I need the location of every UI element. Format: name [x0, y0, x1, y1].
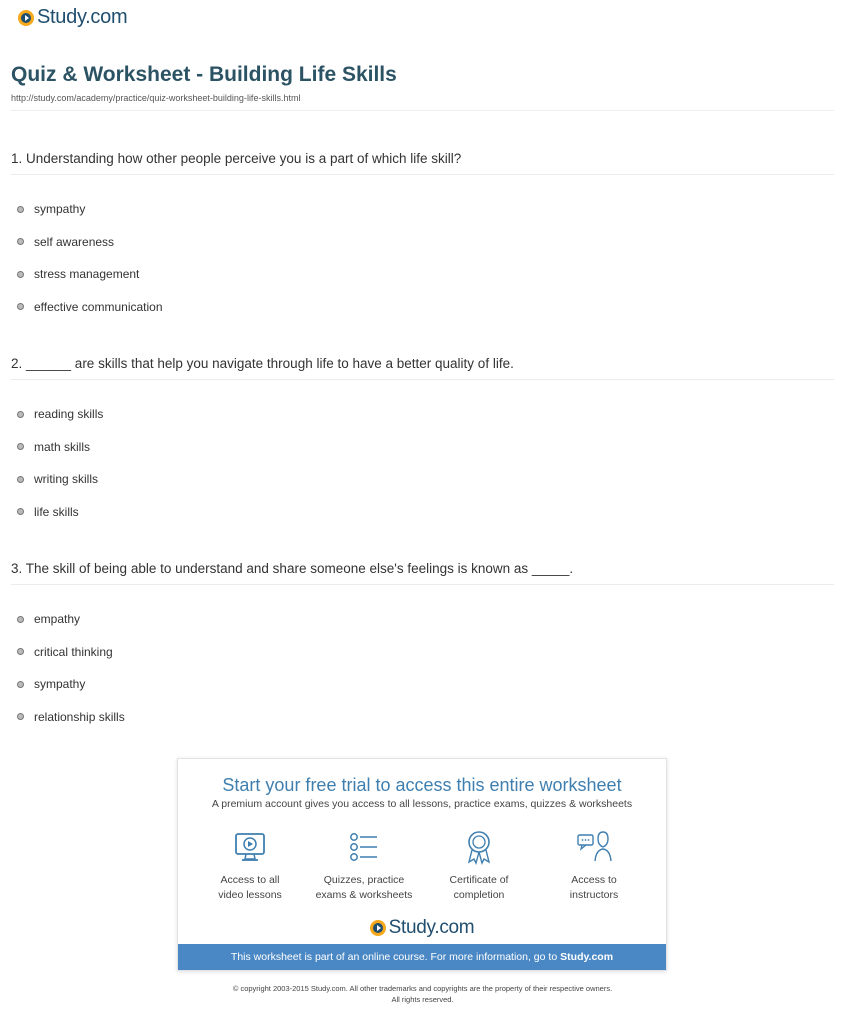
divider — [11, 110, 834, 111]
answer-options — [11, 398, 834, 528]
radio-icon[interactable] — [17, 238, 24, 245]
question-text: 3. The skill of being able to understand and share someone else's feelings is known as _____. — [11, 561, 834, 585]
answer-option[interactable] — [11, 603, 834, 636]
feature-instructors — [539, 829, 649, 903]
option-label: math skills — [34, 439, 91, 454]
radio-icon[interactable] — [17, 681, 24, 688]
radio-icon[interactable] — [17, 713, 24, 720]
option-label: life skills — [34, 504, 79, 519]
question-1 — [11, 151, 834, 323]
feature-label-line1: Access to all — [220, 874, 280, 886]
copyright — [0, 983, 845, 1005]
option-label: empathy — [34, 612, 81, 627]
feature-label-line2: exams & worksheets — [315, 889, 413, 901]
promo-footer-bar — [178, 944, 666, 970]
radio-icon[interactable] — [17, 508, 24, 515]
answer-option[interactable] — [11, 701, 834, 734]
answer-option[interactable] — [11, 668, 834, 701]
radio-icon[interactable] — [17, 616, 24, 623]
answer-option[interactable] — [11, 496, 834, 529]
question-text: 2. ______ are skills that help you navigate through life to have a better quality of life. — [11, 356, 834, 380]
answer-option[interactable] — [11, 291, 834, 324]
option-label: self awareness — [34, 234, 115, 249]
answer-option[interactable] — [11, 431, 834, 464]
copyright-line2: All rights reserved. — [391, 995, 454, 1004]
radio-icon[interactable] — [17, 443, 24, 450]
radio-icon[interactable] — [17, 303, 24, 310]
promo-footer-link[interactable]: Study.com — [560, 951, 614, 963]
promo-footer-text: This worksheet is part of an online course. For more information, go to — [230, 951, 558, 963]
promo-study-logo[interactable] — [178, 917, 666, 939]
answer-option[interactable] — [11, 463, 834, 496]
option-label: effective communication — [34, 299, 163, 314]
feature-label-line2: video lessons — [218, 889, 282, 901]
logo-text: Study.com — [388, 917, 475, 938]
radio-icon[interactable] — [17, 271, 24, 278]
quiz-list-icon — [346, 829, 382, 865]
answer-option[interactable] — [11, 398, 834, 431]
feature-label-line1: Quizzes, practice — [323, 874, 405, 886]
answer-option[interactable] — [11, 636, 834, 669]
instructor-chat-icon — [576, 829, 612, 865]
premium-promo — [177, 758, 667, 971]
feature-label-line1: Access to — [571, 874, 617, 886]
radio-icon[interactable] — [17, 476, 24, 483]
logo-text: Study.com — [37, 6, 128, 28]
page-title: Quiz & Worksheet - Building Life Skills — [11, 63, 397, 86]
answer-option[interactable] — [11, 226, 834, 259]
promo-subline: A premium account gives you access to all lessons, practice exams, quizzes & worksheets — [211, 798, 633, 810]
option-label: writing skills — [34, 472, 99, 487]
option-label: sympathy — [34, 677, 86, 692]
play-logo-icon — [18, 10, 34, 26]
option-label: stress management — [34, 267, 140, 282]
radio-icon[interactable] — [17, 206, 24, 213]
question-3 — [11, 561, 834, 733]
answer-options — [11, 603, 834, 733]
feature-label-line1: Certificate of — [449, 874, 509, 886]
video-monitor-icon — [232, 829, 268, 865]
option-label: sympathy — [34, 202, 86, 217]
answer-option[interactable] — [11, 193, 834, 226]
option-label: reading skills — [34, 407, 104, 422]
feature-label-line2: instructors — [569, 889, 619, 901]
feature-quizzes — [309, 829, 419, 903]
study-logo[interactable] — [18, 6, 127, 29]
option-label: relationship skills — [34, 709, 125, 724]
page-url: http://study.com/academy/practice/quiz-worksheet-building-life-skills.html — [11, 93, 301, 103]
feature-certificate — [424, 829, 534, 903]
promo-headline[interactable]: Start your free trial to access this entire worksheet — [222, 775, 622, 795]
feature-label-line2: completion — [453, 889, 505, 901]
certificate-ribbon-icon — [461, 829, 497, 865]
answer-option[interactable] — [11, 258, 834, 291]
option-label: critical thinking — [34, 644, 113, 659]
answer-options — [11, 193, 834, 323]
play-logo-icon — [370, 920, 386, 936]
question-text: 1. Understanding how other people perceive you is a part of which life skill? — [11, 151, 834, 175]
radio-icon[interactable] — [17, 411, 24, 418]
copyright-line1: © copyright 2003-2015 Study.com. All other trademarks and copyrights are the property of their respective owners. — [232, 984, 613, 993]
question-2 — [11, 356, 834, 528]
feature-video-lessons — [195, 829, 305, 903]
radio-icon[interactable] — [17, 648, 24, 655]
